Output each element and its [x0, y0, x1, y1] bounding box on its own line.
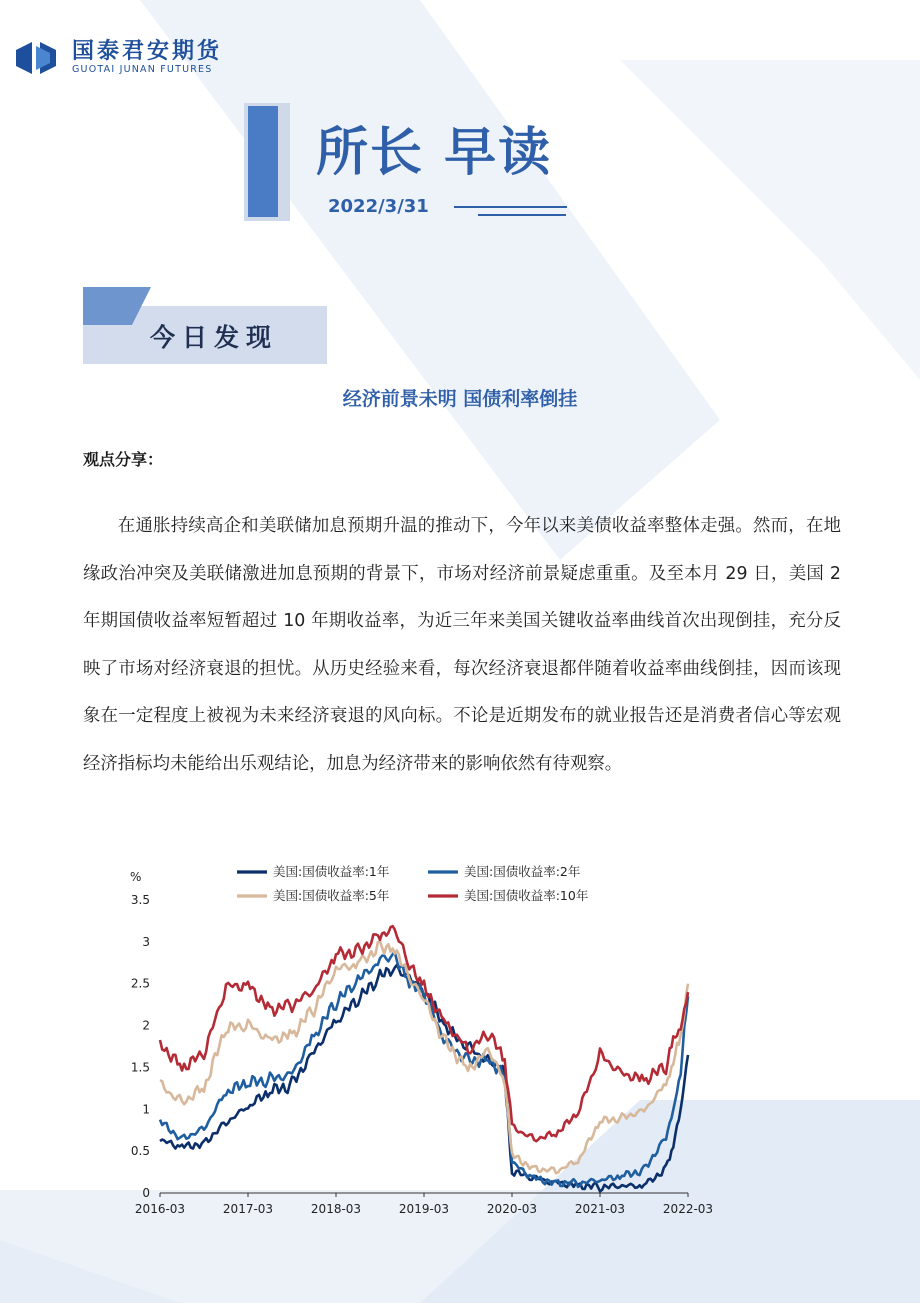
series-line — [160, 941, 688, 1173]
date-underline-short — [478, 214, 566, 216]
x-tick-label: 2016-03 — [134, 1202, 186, 1216]
y-unit-label: % — [130, 870, 142, 884]
y-tick-label: 3 — [142, 934, 150, 949]
x-tick-label: 2019-03 — [398, 1202, 450, 1216]
x-tick-label: 2022-03 — [662, 1202, 714, 1216]
treasury-yield-chart — [120, 860, 730, 1220]
article-paragraph: 在通胀持续高企和美联储加息预期升温的推动下，今年以来美债收益率整体走强。然而，在地缘政治冲突及美联储激进加息预期的背景下，市场对经济前景疑虑重重。及至本月 29 日，美国 2 年期国债收益率短暂超过 10 年期收益率，为近三年来美国关键收益率曲线首次出现倒挂，充分反映了市场对经济衰退的担忧。从历史经验来看，每次经济衰退都伴随着收益率曲线倒挂，因而该现象在一定程度上被视为未来经济衰退的风向标。不论是近期发布的就业报告还是消费者信心等宏观经济指标均未能给出乐观结论，加息为经济带来的影响依然有待观察。 — [83, 516, 841, 774]
logo-emblem-icon — [10, 38, 62, 78]
x-tick-label: 2018-03 — [310, 1202, 362, 1216]
x-tick-label: 2020-03 — [486, 1202, 538, 1216]
page-title: 所长 早读 — [316, 123, 553, 183]
article-headline: 经济前景未明 国债利率倒挂 — [342, 388, 578, 410]
legend-label: 美国:国债收益率:2年 — [464, 864, 581, 879]
y-tick-label: 0 — [142, 1186, 150, 1200]
company-logo — [10, 38, 222, 78]
y-tick-label: 2 — [142, 1018, 150, 1033]
legend-label: 美国:国债收益率:1年 — [273, 864, 390, 879]
series-line — [160, 926, 688, 1141]
y-tick-label: 1.5 — [130, 1060, 150, 1075]
date-underline — [454, 206, 567, 208]
view-label: 观点分享： — [83, 450, 164, 469]
y-tick-label: 0.5 — [130, 1144, 150, 1159]
legend-label: 美国:国债收益率:5年 — [273, 888, 390, 903]
section-title: 今日发现 — [150, 323, 279, 352]
x-tick-label: 2021-03 — [574, 1202, 626, 1216]
legend-label: 美国:国债收益率:10年 — [464, 888, 589, 903]
y-tick-label: 1 — [142, 1102, 150, 1117]
logo-name-cn: 国泰君安期货 — [72, 39, 223, 64]
chart-canvas — [120, 860, 730, 1220]
title-accent-bar — [244, 103, 290, 221]
y-tick-label: 2.5 — [130, 976, 150, 991]
x-tick-label: 2017-03 — [222, 1202, 274, 1216]
logo-name-en: GUOTAI JUNAN FUTURES — [72, 64, 213, 75]
y-tick-label: 3.5 — [130, 893, 150, 907]
report-date: 2022/3/31 — [328, 196, 429, 217]
